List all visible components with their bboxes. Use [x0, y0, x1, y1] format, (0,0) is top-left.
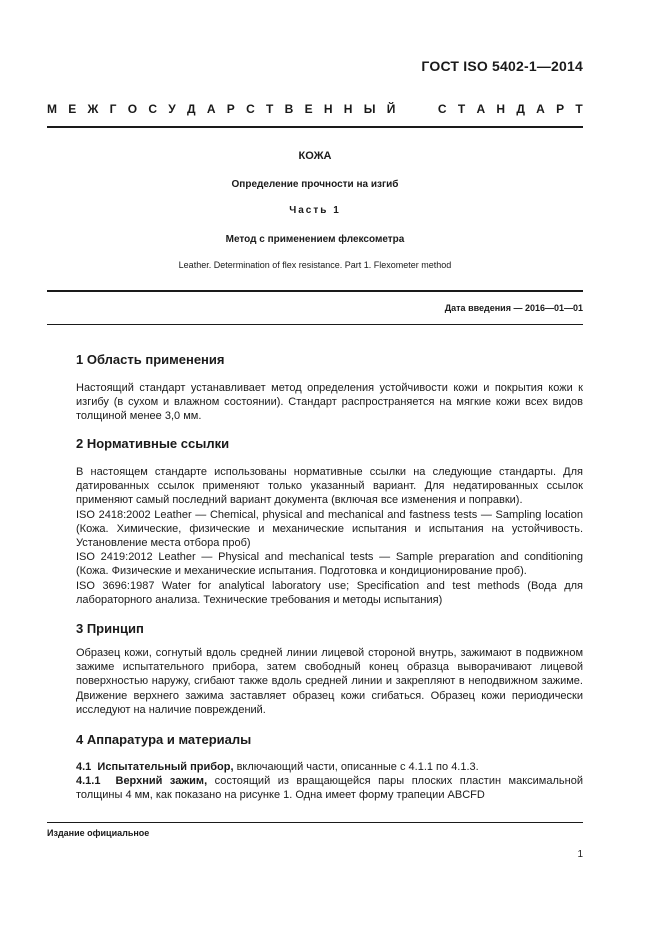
official-edition-label: Издание официальное	[47, 828, 150, 838]
interstate-letter: Й	[386, 102, 396, 116]
document-subtitle: Определение прочности на изгиб	[231, 179, 399, 190]
section-2-reference-3: ISO 3696:1987 Water for analytical laboratory use; Specification and test methods (Вода для лабораторного анализа. Технические требования и методы испытания)	[76, 579, 583, 606]
interstate-standard-heading	[47, 102, 583, 116]
header-divider	[47, 126, 583, 128]
interstate-letter: Р	[226, 102, 235, 116]
section-2-heading: 2 Нормативные ссылки	[76, 436, 230, 451]
section-1-heading: 1 Область применения	[76, 352, 225, 367]
interstate-letter: Н	[496, 102, 506, 116]
standard-number: ГОСТ ISO 5402-1—2014	[421, 58, 583, 74]
interstate-letter: С	[148, 102, 158, 116]
clause-4-1-1-text: состоящий из вращающейся пары плоских пластин максимальной толщины 4 мм, как показано на рисунке 1. Одна имеет форму трапеции ABCFD	[76, 775, 583, 802]
interstate-letter: Ы	[363, 102, 376, 116]
title-divider	[47, 290, 583, 292]
interstate-letter: Г	[109, 102, 117, 116]
clause-4-1-term: Испытательный прибор,	[97, 761, 234, 773]
clause-4-1-1	[76, 774, 583, 802]
document-title: КОЖА	[298, 150, 332, 162]
section-3-text	[76, 646, 583, 717]
clause-4-1	[76, 760, 583, 774]
interstate-letter: Ж	[87, 102, 99, 116]
english-title: Leather. Determination of flex resistance. Part 1. Flexometer method	[178, 260, 452, 270]
interstate-letter: А	[476, 102, 486, 116]
interstate-letter: С	[437, 102, 447, 116]
clause-4-1-1-number: 4.1.1	[76, 775, 101, 788]
page-number: 1	[577, 849, 583, 860]
section-3-paragraph: Образец кожи, согнутый вдоль средней линии лицевой стороной внутрь, зажимают в подвижном зажиме испытательного прибора, затем свободный конец образца выворачивают лицевой поверхностью наружу, сгибают также вдоль средней линии и закрепляют в неподвижном зажиме. Движение верхнего зажима заставляет образец кожи сгибаться. Образец кожи периодически исследуют на наличие повреждений.	[76, 647, 583, 716]
section-1-text	[76, 381, 583, 424]
date-divider	[47, 324, 583, 325]
section-4-heading: 4 Аппаратура и материалы	[76, 732, 252, 747]
introduction-date: Дата введения — 2016—01—01	[444, 303, 583, 313]
section-2-reference-1: ISO 2418:2002 Leather — Chemical, physical and mechanical and fastness tests — Sampling location (Кожа. Химические, физические и механические испытания и испытания на устойчивость. Установление места отбора проб)	[76, 508, 583, 550]
interstate-letter: С	[246, 102, 255, 116]
interstate-letter: Н	[343, 102, 353, 116]
clause-4-1-1-term: Верхний зажим,	[115, 775, 208, 788]
document-method: Метод с применением флексометра	[225, 234, 405, 245]
interstate-letter: О	[127, 102, 138, 116]
footer-divider	[47, 822, 583, 823]
document-part: Часть 1	[289, 205, 341, 216]
interstate-letter: Е	[304, 102, 313, 116]
interstate-letter: В	[284, 102, 294, 116]
interstate-letter: Е	[68, 102, 77, 116]
clause-4-1-text: включающий части, описанные с 4.1.1 по 4.1.3.	[233, 761, 479, 773]
clause-4-1-number: 4.1	[76, 761, 92, 773]
interstate-letter: Т	[266, 102, 274, 116]
section-1-paragraph: Настоящий стандарт устанавливает метод определения устойчивости кожи и покрытия кожи к изгибу (в сухом и влажном состоянии). Стандарт распространяется на мягкие кожи всех видов толщиной менее 3,0 мм.	[76, 382, 583, 423]
interstate-letter: Р	[556, 102, 565, 116]
interstate-letter: У	[168, 102, 176, 116]
interstate-letter: М	[47, 102, 57, 116]
section-3-heading: 3 Принцип	[76, 621, 144, 636]
interstate-letter: Д	[516, 102, 525, 116]
interstate-letter: А	[206, 102, 216, 116]
section-2-text	[76, 465, 583, 607]
section-4-text	[76, 760, 583, 803]
section-2-paragraph-1: В настоящем стандарте использованы нормативные ссылки на следующие стандарты. Для датированных ссылок применяют только указанный вариант. Для недатированных ссылок применяют самый последний вариант документа (включая все изменения и поправки).	[76, 466, 583, 507]
interstate-letter: Т	[575, 102, 583, 116]
interstate-letter: Д	[187, 102, 196, 116]
section-2-reference-2: ISO 2419:2012 Leather — Physical and mechanical tests — Sample preparation and conditioning (Кожа. Физические и механические испытания. Подготовка и кондиционирование проб).	[76, 551, 583, 578]
interstate-letter: Н	[323, 102, 333, 116]
interstate-letter: А	[536, 102, 545, 116]
word-gap	[407, 102, 427, 116]
interstate-letter: Т	[457, 102, 466, 116]
